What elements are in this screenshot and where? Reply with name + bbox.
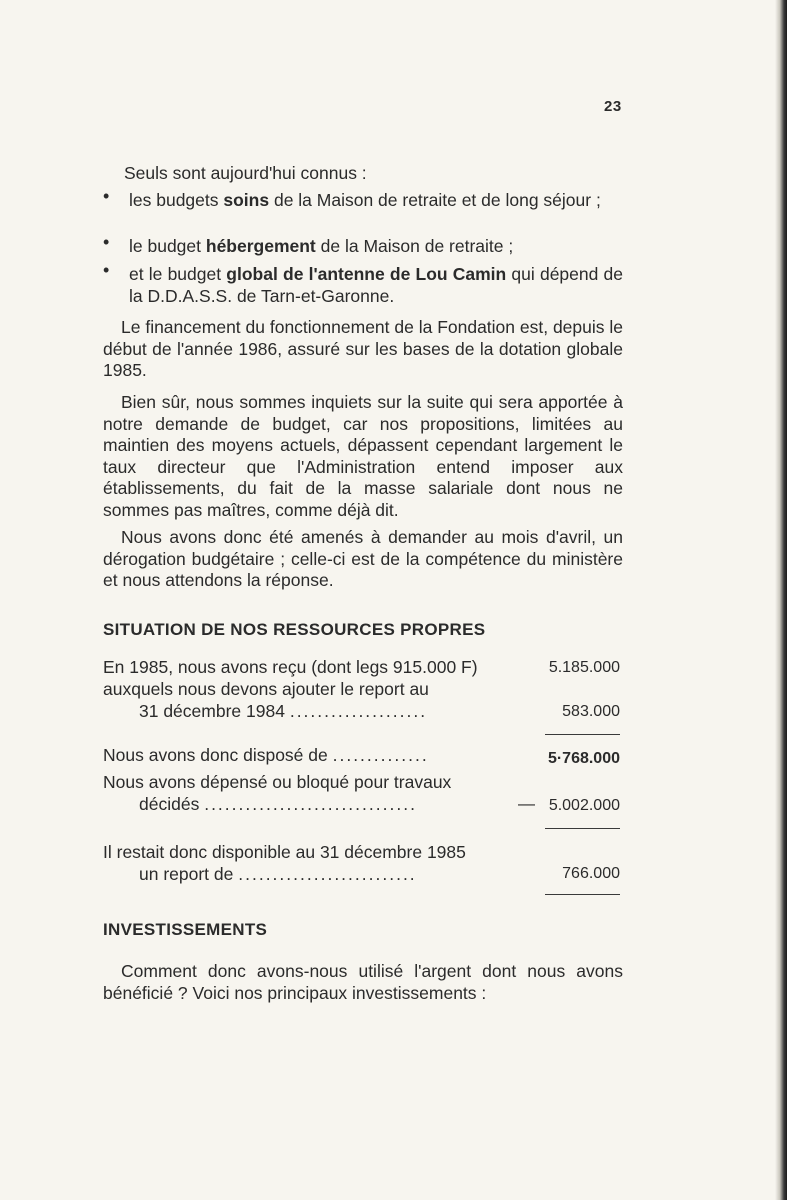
- spent-label-line2: décidés: [139, 793, 200, 814]
- bullet-icon: •: [103, 232, 110, 252]
- total-label-text: Nous avons donc disposé de: [103, 745, 328, 765]
- remaining-label: [103, 842, 508, 885]
- bullet-icon: •: [103, 186, 110, 206]
- bullet-text: qui dépend de la D.D.A.S.S. de Tarn-et-Garonne.: [129, 264, 624, 306]
- bullet-icon: •: [103, 260, 110, 280]
- bullet-bold: global de l'antenne de Lou Camin: [226, 264, 507, 284]
- bullet-text: de la Maison de retraite et de long séjour ;: [269, 190, 601, 210]
- minus-sign: —: [518, 794, 535, 813]
- carry-label-line1: auxquels nous devons ajouter le report au: [103, 679, 429, 699]
- bullet-item-soins: [103, 186, 623, 212]
- received-label: En 1985, nous avons reçu (dont legs 915.000 F): [103, 657, 478, 677]
- total-leader: ..............: [332, 745, 429, 765]
- remaining-label-line2: un report de: [139, 863, 234, 884]
- paragraph-text: Bien sûr, nous sommes inquiets sur la suite qui sera apportée à notre demande de budget, car nos propositions, limitées au maintien des moyens actuels, dépassent cependant largement le taux directeur que l'Administration entend imposer aux établissements, du fait de la masse salariale dont nous ne sommes pas maîtres, comme déjà dit.: [103, 392, 623, 520]
- bullet-item-hebergement: [103, 232, 623, 258]
- sum-rule: [545, 734, 620, 735]
- paragraph-text: Le financement du fonctionnement de la Fondation est, depuis le début de l'année 1986, assuré sur les bases de la dotation globale 1985.: [103, 317, 624, 380]
- remaining-leader: ..........................: [238, 863, 417, 884]
- bullet-text: le budget: [129, 236, 206, 256]
- difference-rule: [545, 828, 620, 829]
- total-label: [103, 745, 508, 767]
- paragraph-derogation: [103, 527, 623, 592]
- final-rule: [545, 894, 620, 895]
- bullet-bold: hébergement: [205, 236, 316, 256]
- paragraph-text: Nous avons donc été amenés à demander au mois d'avril, un dérogation budgétaire ; celle-ci est de la compétence du ministère et nous attendons la réponse.: [103, 527, 623, 590]
- bullet-bold: soins: [223, 190, 270, 210]
- total-amount: 5·768.000: [547, 750, 620, 767]
- carry-leader: ....................: [289, 700, 428, 721]
- page-number: 23: [604, 98, 622, 115]
- spent-label-line1: Nous avons dépensé ou bloqué pour travaux: [103, 772, 452, 792]
- carry-amount: 583.000: [562, 703, 620, 720]
- heading-investissements: INVESTISSEMENTS: [103, 920, 268, 939]
- remaining-label-line1: Il restait donc disponible au 31 décembre 1985: [103, 842, 466, 862]
- spent-leader: ...............................: [204, 793, 417, 814]
- heading-ressources: SITUATION DE NOS RESSOURCES PROPRES: [103, 620, 486, 639]
- intro-lead: Seuls sont aujourd'hui connus :: [124, 163, 367, 183]
- paragraph-financement: [103, 317, 623, 382]
- spent-label: [103, 772, 508, 815]
- bullet-item-global: [103, 260, 624, 307]
- page-edge-shadow: [775, 0, 787, 1200]
- remaining-amount: 766.000: [562, 865, 620, 882]
- carry-label: [103, 679, 508, 722]
- received-amount: 5.185.000: [548, 659, 620, 676]
- carry-label-line2: 31 décembre 1984: [139, 700, 285, 721]
- paragraph-investissements: [103, 961, 623, 1004]
- paragraph-budget: [103, 392, 623, 521]
- bullet-text: les budgets: [129, 190, 224, 210]
- bullet-text: et le budget: [129, 264, 227, 284]
- spent-amount: 5.002.000: [548, 797, 620, 814]
- bullet-text: de la Maison de retraite ;: [315, 236, 514, 256]
- paragraph-text: Comment donc avons-nous utilisé l'argent dont nous avons bénéficié ? Voici nos principaux investissements :: [103, 961, 623, 1003]
